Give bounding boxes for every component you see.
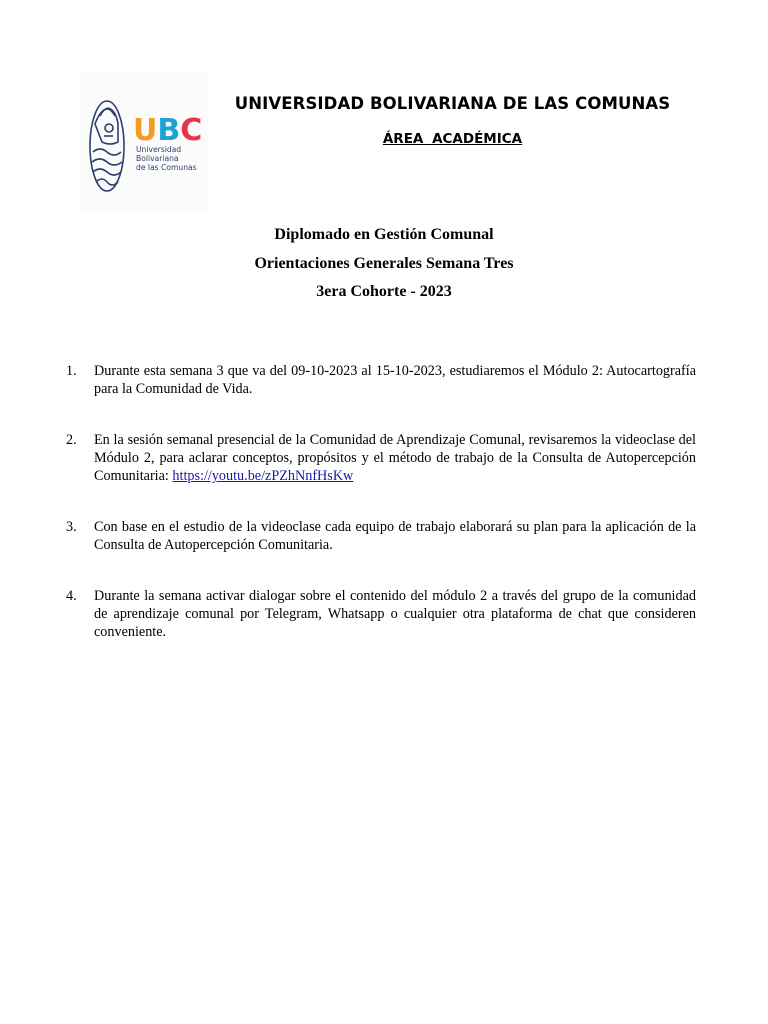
list-item-text: Durante la semana activar dialogar sobre el contenido del módulo 2 a través del grupo de la comunidad de aprendizaje comunal por Telegram, Whatsapp o cualquier otra plataforma de chat que consideren conveniente. — [94, 588, 696, 640]
logo-line-1: Universidad — [136, 145, 182, 154]
ubc-emblem-icon — [90, 101, 124, 191]
list-item — [66, 431, 696, 485]
logo-line-2: Bolivariana — [136, 154, 179, 163]
list-item-number: 3. — [66, 519, 77, 535]
list-item-text: En la sesión semanal presencial de la Comunidad de Aprendizaje Comunal, revisaremos la videoclase del Módulo 2, para aclarar conceptos, propósitos y el método de trabajo de la Consulta de Autopercepción Comunitaria: — [94, 432, 696, 484]
video-link[interactable]: https://youtu.be/zPZhNnfHsKw — [172, 468, 354, 484]
logo-line-3: de las Comunas — [136, 163, 197, 172]
logo-letter: B — [157, 113, 181, 148]
list-item-number: 2. — [66, 432, 77, 448]
list-item-text: Con base en el estudio de la videoclase cada equipo de trabajo elaborará su plan para la aplicación de la Consulta de Autopercepción Comunitaria. — [94, 519, 696, 553]
university-title: UNIVERSIDAD BOLIVARIANA DE LAS COMUNAS — [234, 94, 671, 113]
list-item — [66, 587, 696, 641]
list-item-number: 1. — [66, 363, 77, 379]
area-title: ÁREA ACADÉMICA — [382, 131, 523, 147]
logo-letter: C — [180, 113, 203, 148]
svg-text:UBC — [133, 113, 202, 148]
list-item-body — [94, 431, 696, 485]
logo-letter: U — [133, 113, 158, 148]
ubc-logo — [80, 72, 208, 214]
list-item-number: 4. — [66, 588, 77, 604]
orientation-title: Orientaciones Generales Semana Tres — [254, 255, 514, 272]
list-item-text: Durante esta semana 3 que va del 09-10-2023 al 15-10-2023, estudiaremos el Módulo 2: Autocartografía para la Comunidad de Vida. — [94, 363, 696, 397]
diploma-title: Diplomado en Gestión Comunal — [274, 226, 494, 243]
list-item — [66, 518, 696, 554]
cohort-title: 3era Cohorte - 2023 — [316, 283, 452, 300]
list-item — [66, 362, 696, 398]
